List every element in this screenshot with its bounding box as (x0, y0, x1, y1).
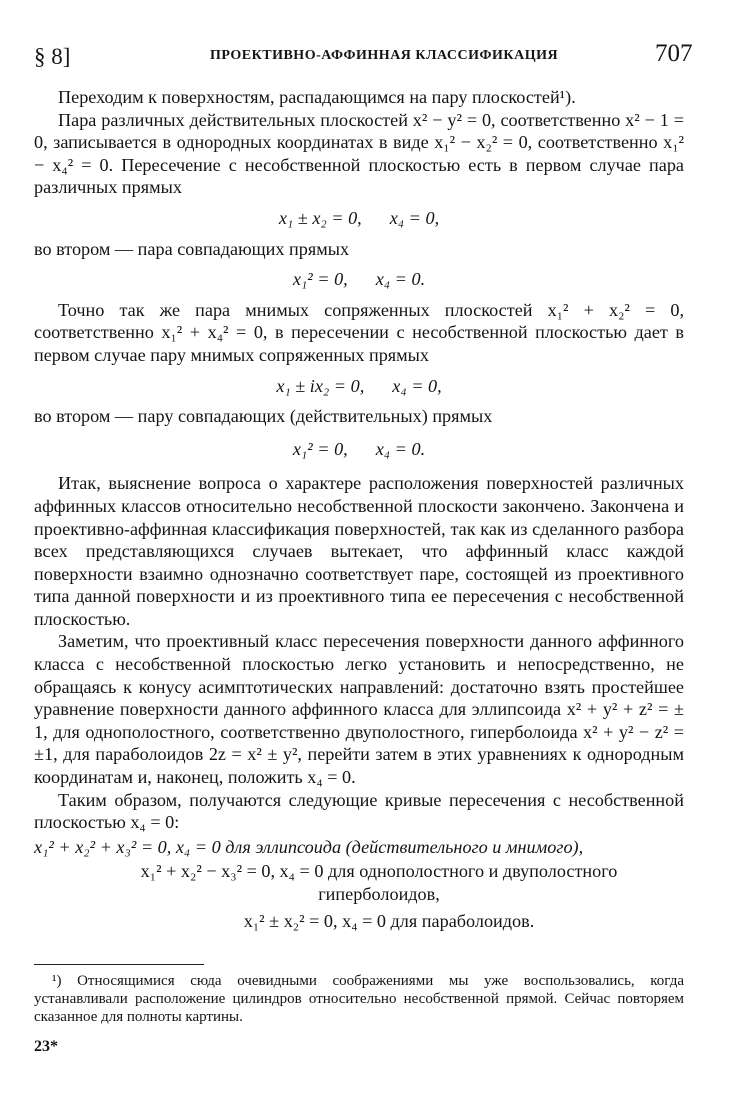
paragraph: Переходим к поверхностям, распадающимся на пару плоскостей¹). (58, 87, 576, 107)
page-number: 707 (655, 40, 693, 67)
paragraph: во втором — пара совпадающих прямых (34, 238, 350, 259)
paragraph: во втором — пару совпадающих (действительных) прямых (34, 406, 493, 427)
signature-mark: 23* (34, 1038, 58, 1055)
equation: x₁ ± x₂ = 0, x₄ = 0, (278, 207, 440, 228)
main-text (34, 86, 684, 940)
footnote: ¹) Относящимися сюда очевидными соображениями мы уже воспользовались, когда устанавливали расположение цилиндров относительно несобственной прямой. Сейчас повторяем сказанное для полноты картины. (34, 973, 684, 1025)
running-title: ПРОЕКТИВНО-АФФИННАЯ КЛАССИФИКАЦИЯ (210, 48, 559, 63)
equation: x₁² = 0, x₄ = 0. (292, 438, 426, 459)
section-marker: § 8] (34, 44, 71, 69)
paragraph: Точно так же пара мнимых сопряженных плоскостей x₁² + x₂² = 0, соответственно x₁² + x₄² = 0, в пересечении с несобственной плоскостью дает в первом случае пару мнимых сопряженных прямых (34, 299, 684, 365)
paragraph: Таким образом, получаются следующие кривые пересечения с несобственной плоскостью x₄ = 0: (34, 789, 684, 833)
equation: x₁ ± ix₂ = 0, x₄ = 0, (276, 375, 442, 396)
footnote-rule (34, 964, 204, 965)
equation-line: x₁² ± x₂² = 0, x₄ = 0 для параболоидов. (243, 910, 535, 931)
equation-line: x₁² + x₂² − x₃² = 0, x₄ = 0 для однополостного и двуполостного (140, 861, 618, 882)
equation: x₁² = 0, x₄ = 0. (292, 269, 426, 290)
paragraph: Заметим, что проективный класс пересечения поверхности данного аффинного класса с несобственной плоскостью легко установить и непосредственно, не обращаясь к конусу асимптотических направлений: достаточно взять простейшее уравнение поверхности данного аффинного класса для эллипсоида x² + y² + z² = ± 1, для однополостного, соответственно двуполостного, гиперболоида x² + y² − z² = ±1, для параболоидов 2z = x² ± y², перейти затем в этих уравнениях к однородным координатам и, наконец, положить x₄ = 0. (34, 631, 684, 788)
equation-line: гиперболоидов, (318, 884, 440, 904)
paragraph: Пара различных действительных плоскостей x² − y² = 0, соответственно x² − 1 = 0, записывается в однородных координатах в виде x₁² − x₂² = 0, соответственно x₁² − x₄² = 0. Пересечение с несобственной плоскостью есть в первом случае пара различных прямых (34, 109, 684, 198)
paragraph: Итак, выяснение вопроса о характере расположения поверхностей различных аффинных классов относительно несобственной плоскости закончено. Закончена и проективно-аффинная классификация поверхностей, так как из сделанного разбора всех представляющихся случаев вытекает, что аффинный класс каждой поверхности взаимно однозначно соответствует паре, состоящей из проективного типа данной поверхности и из проективного типа ее пересечения с несобственной плоскостью. (34, 473, 684, 629)
equation-line: x₁² + x₂² + x₃² = 0, x₄ = 0 для эллипсоида (действительного и мнимого), (34, 836, 584, 857)
